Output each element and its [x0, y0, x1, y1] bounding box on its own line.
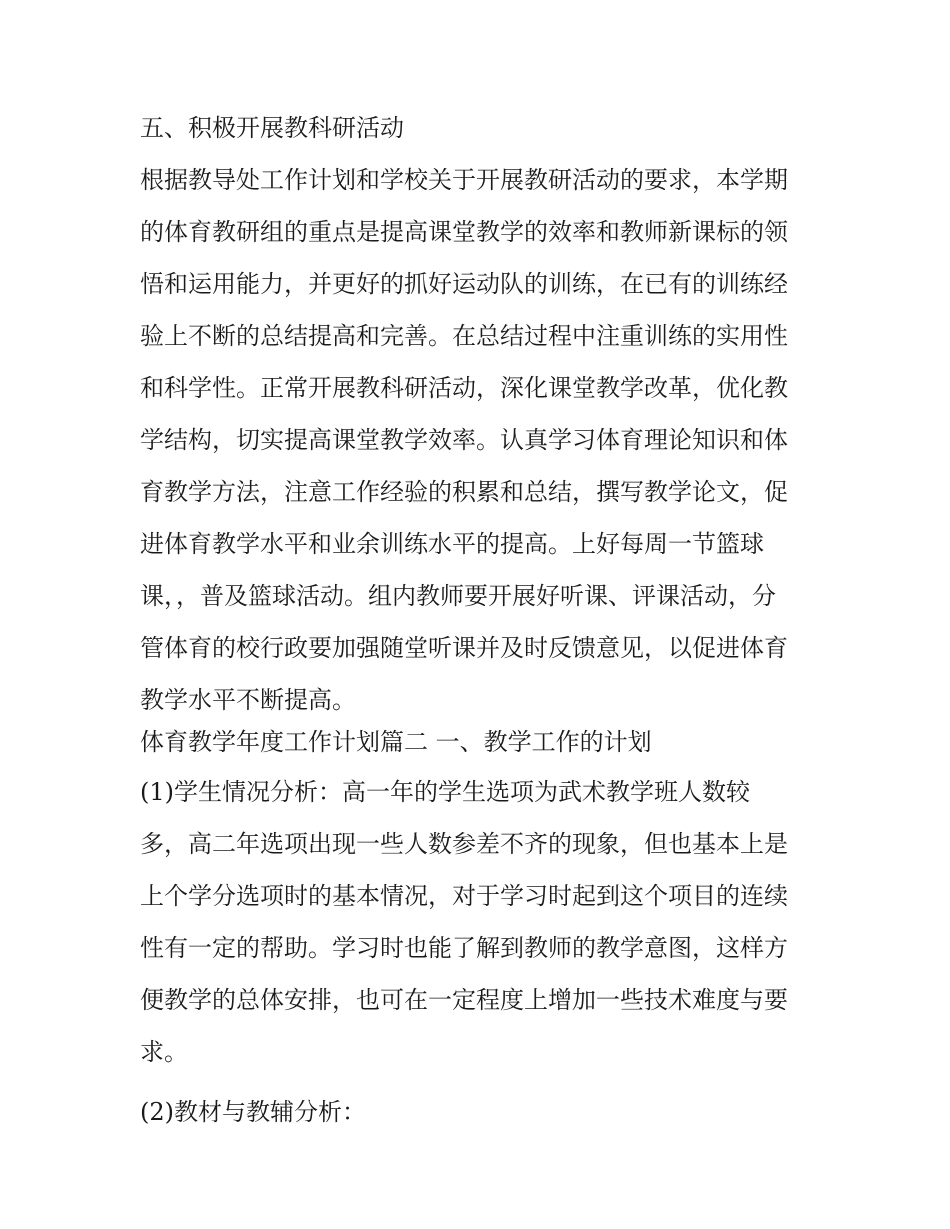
paragraph-line: 课，，普及篮球活动。组内教师要开展好听课、评课活动，分 [140, 582, 776, 610]
paragraph-line: 育教学方法，注意工作经验的积累和总结，撰写教学论文，促 [140, 478, 788, 506]
subsection-heading: (2)教材与教辅分析： [140, 1098, 366, 1126]
paragraph-line: 的体育教研组的重点是提高课堂教学的效率和教师新课标的领 [140, 218, 788, 246]
paragraph-line: 性有一定的帮助。学习时也能了解到教师的教学意图，这样方 [140, 934, 788, 962]
paragraph-line: 便教学的总体安排，也可在一定程度上增加一些技术难度与要 [140, 986, 788, 1014]
paragraph-line: 上个学分选项时的基本情况，对于学习时起到这个项目的连续 [140, 882, 788, 910]
section-heading: 体育教学年度工作计划篇二 一、教学工作的计划 [140, 728, 652, 756]
paragraph-line: 和科学性。正常开展教科研活动，深化课堂教学改革，优化教 [140, 374, 788, 402]
paragraph-line: 根据教导处工作计划和学校关于开展教研活动的要求，本学期 [140, 166, 788, 194]
paragraph-line: 教学水平不断提高。 [140, 686, 356, 714]
paragraph-line: 进体育教学水平和业余训练水平的提高。上好每周一节篮球 [140, 530, 764, 558]
paragraph-line: 管体育的校行政要加强随堂听课并及时反馈意见，以促进体育 [140, 634, 788, 662]
paragraph-line: 多，高二年选项出现一些人数参差不齐的现象，但也基本上是 [140, 830, 788, 858]
paragraph-line: (1)学生情况分析：高一年的学生选项为武术教学班人数较 [140, 778, 750, 806]
paragraph-line: 求。 [140, 1038, 188, 1066]
paragraph-line: 悟和运用能力，并更好的抓好运动队的训练，在已有的训练经 [140, 270, 788, 298]
paragraph-line: 学结构，切实提高课堂教学效率。认真学习体育理论知识和体 [140, 426, 788, 454]
section-heading: 五、积极开展教科研活动 [140, 114, 404, 142]
paragraph-line: 验上不断的总结提高和完善。在总结过程中注重训练的实用性 [140, 322, 788, 350]
